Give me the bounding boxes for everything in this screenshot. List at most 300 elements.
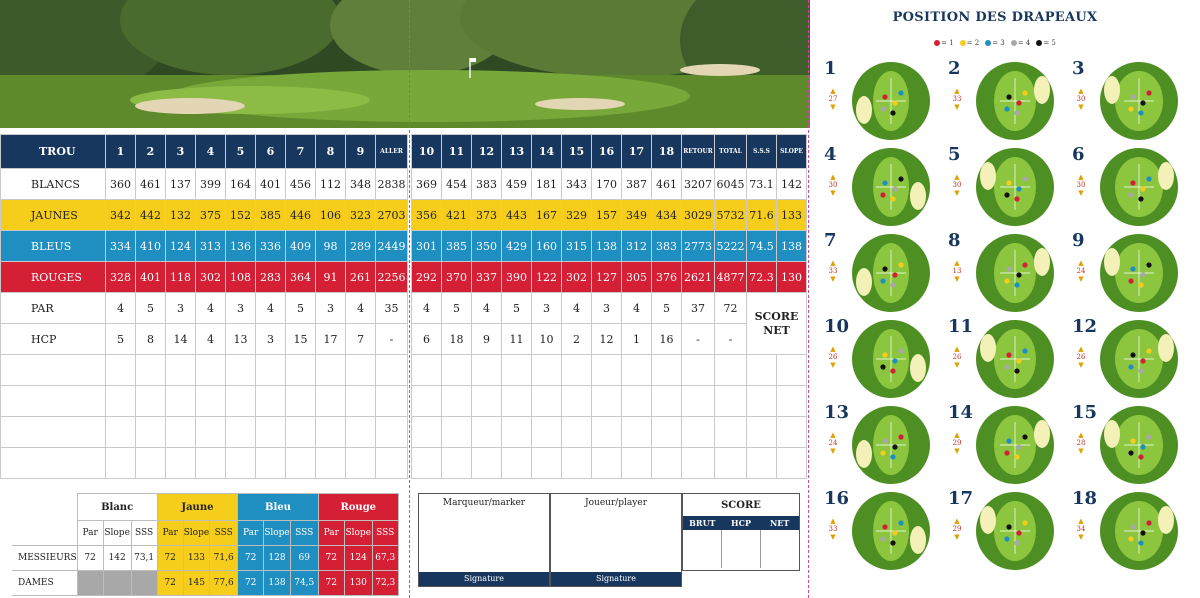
distance-cell: 399 [196,169,226,200]
score-cell[interactable] [166,417,196,448]
green-depth-value: 28 [1076,439,1086,447]
flag-position-dot [1006,266,1011,271]
distance-cell: 133 [777,200,807,231]
score-cell[interactable] [196,417,226,448]
legend-label: = 5 [1043,39,1056,47]
hcp-cell: 17 [316,324,346,355]
player-title: Joueur/player [585,498,647,508]
arrow-down-icon: ▼ [1078,447,1084,455]
arrow-up-icon: ▲ [954,517,960,525]
green-depth-value: 24 [1076,267,1086,275]
score-cell[interactable] [376,355,408,386]
hole-18-diagram [1064,488,1184,574]
flag-position-dot [1130,352,1135,357]
hole-number: 2 [948,58,961,79]
hole-header: 13 [502,135,532,169]
slope-subheader: SSS [290,521,318,546]
slope-value: 73,1 [131,546,157,571]
score-cell[interactable] [562,386,592,417]
score-cell[interactable] [715,386,747,417]
score-cell[interactable] [256,417,286,448]
score-cell[interactable] [532,448,562,479]
score-cell[interactable] [256,448,286,479]
score-cell[interactable] [472,386,502,417]
hcp-cell: 15 [286,324,316,355]
par-cell: 4 [472,293,502,324]
score-cell[interactable] [562,355,592,386]
legend-label: = 4 [1017,39,1031,47]
distance-cell: 376 [652,262,682,293]
hole-number: 9 [1072,230,1085,251]
hcp-cell: 16 [652,324,682,355]
hole-13-diagram [816,402,936,488]
legend-item [960,39,980,47]
flag-position-dot [1146,90,1151,95]
green-depth-value: 33 [952,95,962,103]
flag-position-dot [882,94,887,99]
score-cell[interactable] [502,417,532,448]
score-cell[interactable] [682,448,715,479]
score-cell[interactable] [715,448,747,479]
distance-cell: 383 [472,169,502,200]
distance-cell: 401 [256,169,286,200]
score-cell[interactable] [412,386,442,417]
distance-cell: 122 [532,262,562,293]
score-cell[interactable] [256,355,286,386]
par-cell: 35 [376,293,408,324]
flag-position-dot [890,196,895,201]
slope-value: 71,6 [210,546,238,571]
distance-cell: 350 [472,231,502,262]
flag-position-dot [1006,524,1011,529]
hole-header: 17 [622,135,652,169]
score-cell[interactable] [136,386,166,417]
score-cell[interactable] [166,448,196,479]
par-cell: 72 [715,293,747,324]
distance-cell: 334 [106,231,136,262]
score-cell[interactable] [592,417,622,448]
score-cell[interactable] [196,448,226,479]
score-cell[interactable] [562,448,592,479]
aller-header: ALLER [376,135,408,169]
score-cell[interactable] [652,355,682,386]
hcp-cell: 13 [226,324,256,355]
slope-subheader: Par [238,521,264,546]
slope-value: 77,6 [210,571,238,596]
par-cell: 4 [106,293,136,324]
hole-header: 14 [532,135,562,169]
score-cell[interactable] [442,386,472,417]
flag-position-dot [1004,278,1009,283]
score-cell[interactable] [412,448,442,479]
green-icon [974,232,1056,314]
tee-label: ROUGES [1,262,106,293]
score-cell[interactable] [777,386,807,417]
arrow-down-icon: ▼ [830,103,836,111]
distance-cell: 349 [622,200,652,231]
distance-cell: 98 [316,231,346,262]
flag-position-dot [890,368,895,373]
hole-header: 9 [346,135,376,169]
flag-position-dot [880,536,885,541]
score-cell[interactable] [502,355,532,386]
flag-dot-icon [985,40,991,46]
distance-cell: 301 [412,231,442,262]
distance-cell: 390 [502,262,532,293]
score-cell[interactable] [412,417,442,448]
score-cell[interactable] [196,386,226,417]
score-cell[interactable] [777,355,807,386]
hole-number: 14 [948,402,974,423]
green-depth-value: 30 [952,181,962,189]
score-cell[interactable] [682,355,715,386]
hole-number: 15 [1072,402,1098,423]
distance-cell: 6045 [715,169,747,200]
brut-field[interactable] [683,530,722,568]
score-table [0,134,807,479]
hole-number: 10 [824,316,850,337]
flag-position-dot [1140,272,1145,277]
tee-label: BLEUS [1,231,106,262]
player-name-cell[interactable] [1,355,106,386]
hole-6-diagram [1064,144,1184,230]
score-cell[interactable] [376,448,408,479]
score-cell[interactable] [622,448,652,479]
score-cell[interactable] [472,417,502,448]
blank [12,521,77,546]
flag-position-dot [1128,278,1133,283]
hcp-cell: 4 [196,324,226,355]
flag-position-dot [1128,450,1133,455]
hcp-cell: 9 [472,324,502,355]
green-depth [950,346,964,369]
flag-position-dot [1128,364,1133,369]
flag-position-dot [898,90,903,95]
score-summary-box [682,493,800,571]
score-cell[interactable] [442,355,472,386]
score-cell[interactable] [777,448,807,479]
score-cell[interactable] [682,386,715,417]
hcp-cell: - [715,324,747,355]
hole-number: 11 [948,316,974,337]
player-name-cell[interactable] [1,417,106,448]
green-icon [1098,146,1180,228]
par-cell: 5 [136,293,166,324]
score-cell[interactable] [286,355,316,386]
arrow-up-icon: ▲ [830,431,836,439]
slope-value: 145 [183,571,210,596]
distance-cell: 5732 [715,200,747,231]
slope-subheader: SSS [210,521,238,546]
distance-cell: 410 [136,231,166,262]
distance-cell: 138 [592,231,622,262]
distance-cell: 138 [777,231,807,262]
score-cell[interactable] [376,386,408,417]
hcp-cell: 10 [532,324,562,355]
score-cell[interactable] [682,417,715,448]
par-label: PAR [1,293,106,324]
score-cell[interactable] [316,386,346,417]
legend-item [985,39,1005,47]
flag-position-dot [1014,368,1019,373]
score-cell[interactable] [562,417,592,448]
score-cell[interactable] [592,448,622,479]
score-cell[interactable] [256,386,286,417]
score-cell[interactable] [652,386,682,417]
green-icon [1098,232,1180,314]
hole-number: 4 [824,144,837,165]
flag-position-dot [882,438,887,443]
score-cell[interactable] [747,355,777,386]
score-cell[interactable] [346,417,376,448]
score-cell[interactable] [136,355,166,386]
jaune-header: Jaune [157,494,238,521]
slope-subheader: Slope [344,521,372,546]
score-cell[interactable] [622,355,652,386]
slope-value: 130 [344,571,372,596]
slope-subheader: Slope [103,521,131,546]
hcp-row [1,324,807,355]
score-cell[interactable] [442,417,472,448]
green-depth-value: 33 [828,267,838,275]
arrow-up-icon: ▲ [954,431,960,439]
flag-position-dot [880,450,885,455]
flag-positions-panel [810,0,1200,598]
score-cell[interactable] [346,448,376,479]
score-cell[interactable] [226,417,256,448]
score-cell[interactable] [196,355,226,386]
distance-cell: 2256 [376,262,408,293]
legend-item [1036,39,1056,47]
score-cell[interactable] [592,355,622,386]
flag-position-dot [1014,110,1019,115]
green-depth-value: 30 [1076,181,1086,189]
distance-cell: 442 [136,200,166,231]
distance-cell: 3207 [682,169,715,200]
distance-cell: 401 [136,262,166,293]
retour-header: RETOUR [682,135,715,169]
score-cell[interactable] [747,417,777,448]
arrow-up-icon: ▲ [1078,431,1084,439]
hole-1-diagram [816,58,936,144]
green-depth-value: 13 [952,267,962,275]
score-cell[interactable] [652,448,682,479]
flag-position-dot [1004,450,1009,455]
distance-cell: 2703 [376,200,408,231]
score-cell[interactable] [286,417,316,448]
distance-cell: 164 [226,169,256,200]
hole-header: 1 [106,135,136,169]
arrow-up-icon: ▲ [830,517,836,525]
distance-cell: 2773 [682,231,715,262]
score-cell[interactable] [622,386,652,417]
flag-position-dot [1130,438,1135,443]
flag-position-dot [1140,530,1145,535]
flag-position-dot [1138,454,1143,459]
arrow-down-icon: ▼ [1078,103,1084,111]
par-cell: 5 [286,293,316,324]
distance-cell: 459 [502,169,532,200]
score-cell[interactable] [592,386,622,417]
distance-cell: 181 [532,169,562,200]
distance-cell: 132 [166,200,196,231]
score-cell[interactable] [747,386,777,417]
distance-cell: 323 [346,200,376,231]
flag-position-dot [880,192,885,197]
flag-position-dot [892,530,897,535]
arrow-down-icon: ▼ [954,361,960,369]
distance-cell: 170 [592,169,622,200]
arrow-up-icon: ▲ [1078,87,1084,95]
hcp-cell: 12 [592,324,622,355]
flag-position-dot [1004,106,1009,111]
score-cell[interactable] [106,386,136,417]
score-cell[interactable] [226,448,256,479]
distance-cell: 370 [442,262,472,293]
green-icon [974,146,1056,228]
distance-cell: 385 [442,231,472,262]
score-cell[interactable] [412,355,442,386]
slope-value: 72 [318,546,344,571]
bleu-header: Bleu [238,494,319,521]
score-cell[interactable] [106,448,136,479]
green-icon [850,318,932,400]
slope-table [12,493,399,596]
distance-cell: 461 [136,169,166,200]
arrow-up-icon: ▲ [1078,259,1084,267]
score-cell[interactable] [346,386,376,417]
score-cell[interactable] [472,355,502,386]
distance-cell: 167 [532,200,562,231]
flag-position-dot [882,352,887,357]
distance-cell: 312 [622,231,652,262]
score-cell[interactable] [777,417,807,448]
hole-number: 5 [948,144,961,165]
green-depth [826,432,840,455]
player-name-cell[interactable] [1,386,106,417]
distance-cell: 2449 [376,231,408,262]
score-cell[interactable] [106,355,136,386]
score-cell[interactable] [136,417,166,448]
score-cell[interactable] [106,417,136,448]
score-cell[interactable] [502,448,532,479]
score-cell[interactable] [652,417,682,448]
hcp-field[interactable] [722,530,761,568]
distance-cell: 4877 [715,262,747,293]
hole-header: 6 [256,135,286,169]
score-cell[interactable] [532,355,562,386]
flag-position-dot [1016,444,1021,449]
hole-header: 11 [442,135,472,169]
score-cell[interactable] [166,355,196,386]
blank [12,494,77,521]
dames-label: DAMES [12,571,77,596]
flag-position-dot [1140,444,1145,449]
slope-subheader: Par [77,521,103,546]
score-cell[interactable] [286,448,316,479]
net-field[interactable] [761,530,799,568]
score-cell[interactable] [316,417,346,448]
distance-cell: 336 [256,231,286,262]
hole-14-diagram [940,402,1060,488]
flag-position-dot [1128,106,1133,111]
slope-value: 69 [290,546,318,571]
hole-7-diagram [816,230,936,316]
score-cell[interactable] [502,386,532,417]
slope-value [77,571,103,596]
arrow-up-icon: ▲ [830,87,836,95]
slope-subheader: Par [157,521,183,546]
green-icon [1098,60,1180,142]
score-cell[interactable] [316,448,346,479]
score-cell[interactable] [226,386,256,417]
player-name-cell[interactable] [1,448,106,479]
score-cell[interactable] [226,355,256,386]
marker-signature-box[interactable] [418,493,550,587]
distance-cell: 142 [777,169,807,200]
player-signature-box[interactable] [550,493,682,587]
flag-position-dot [1016,186,1021,191]
green-depth [826,260,840,283]
green-depth-value: 27 [828,95,838,103]
distance-cell: 337 [472,262,502,293]
hole-15-diagram [1064,402,1184,488]
sss-header: S.S.S [747,135,777,169]
green-depth-value: 26 [952,353,962,361]
green-depth [1074,260,1088,283]
distance-cell: 375 [196,200,226,231]
flag-position-dot [1128,192,1133,197]
distance-cell: 421 [442,200,472,231]
net-label: NET [769,518,790,528]
score-cell[interactable] [622,417,652,448]
score-cell[interactable] [442,448,472,479]
arrow-down-icon: ▼ [1078,275,1084,283]
score-entry-row [1,417,807,448]
green-depth [950,88,964,111]
flag-position-dot [1140,100,1145,105]
score-cell[interactable] [715,417,747,448]
hole-header: 4 [196,135,226,169]
score-cell[interactable] [532,417,562,448]
green-depth-value: 30 [828,181,838,189]
score-cell[interactable] [316,355,346,386]
par-cell: 5 [652,293,682,324]
distance-cell: 127 [592,262,622,293]
score-cell[interactable] [715,355,747,386]
arrow-down-icon: ▼ [954,447,960,455]
distance-cell: 5222 [715,231,747,262]
flag-position-dot [880,278,885,283]
slope-subheader: SSS [372,521,398,546]
score-cell[interactable] [747,448,777,479]
score-cell[interactable] [166,386,196,417]
arrow-down-icon: ▼ [954,103,960,111]
flag-position-dot [890,540,895,545]
score-cell[interactable] [472,448,502,479]
flag-position-dot [1138,110,1143,115]
flag-position-dot [1016,100,1021,105]
flag-position-dot [1006,438,1011,443]
hcp-cell: 1 [622,324,652,355]
score-cell[interactable] [346,355,376,386]
score-cell[interactable] [376,417,408,448]
score-cell[interactable] [286,386,316,417]
score-cell[interactable] [532,386,562,417]
distance-cell: 152 [226,200,256,231]
distance-cell: 454 [442,169,472,200]
score-cell[interactable] [136,448,166,479]
